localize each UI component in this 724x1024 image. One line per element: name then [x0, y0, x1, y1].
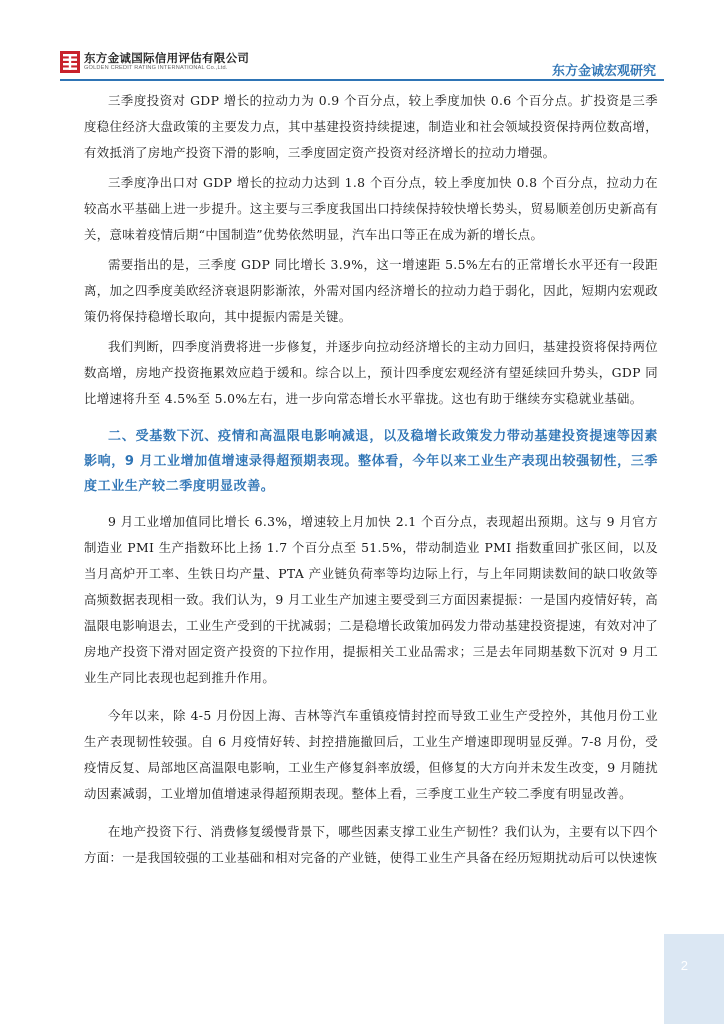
paragraph-industry-resilience: 今年以来，除 4-5 月份因上海、吉林等汽车重镇疫情封控而导致工业生产受控外，其他月份工业生产表现韧性较强。自 6 月疫情好转、封控措施撤回后，工业生产增速即现明显反弹。7-8 月份，受疫情反复、局部地区高温限电影响，工业生产修复斜率放缓，但修复的大方向并未发生改变，9 月随扰动因素减弱，工业增加值增速录得超预期表现。整体上看，三季度工业生产较二季度有明显改善。: [84, 708, 658, 801]
logo-mark-icon: [60, 51, 80, 73]
page-number: 2: [680, 958, 688, 973]
paragraph-q4-outlook: 我们判断，四季度消费将进一步修复，并逐步向拉动经济增长的主动力回归，基建投资将保持两位数高增，房地产投资拖累效应趋于缓和。综合以上，预计四季度宏观经济有望延续回升势头，GDP 同比增速将升至 4.5%至 5.0%左右，进一步向常态增长水平靠拢。这也有助于继续夯实稳就业基础。: [84, 339, 658, 406]
logo-company-name-en: GOLDEN CREDIT RATING INTERNATIONAL Co.,Ltd.: [84, 65, 228, 71]
paragraph-investment: 三季度投资对 GDP 增长的拉动力为 0.9 个百分点，较上季度加快 0.6 个百分点。扩投资是三季度稳住经济大盘政策的主要发力点，其中基建投资持续提速，制造业和社会领域投资保持两位数高增，有效抵消了房地产投资下滑的影响，三季度固定资产投资对经济增长的拉动力增强。: [84, 93, 658, 160]
paragraph-gdp-growth: 需要指出的是，三季度 GDP 同比增长 3.9%，这一增速距 5.5%左右的正常增长水平还有一段距离，加之四季度美欧经济衰退阴影渐浓，外需对国内经济增长的拉动力趋于弱化，因此，短期内宏观政策仍将保持稳增长取向，其中提振内需是关键。: [84, 257, 658, 324]
paragraph-industrial-output: 9 月工业增加值同比增长 6.3%，增速较上月加快 2.1 个百分点，表现超出预期。这与 9 月官方制造业 PMI 生产指数环比上扬 1.7 个百分点至 51.5%，带动制造业 PMI 指数重回扩张区间，以及当月高炉开工率、生铁日均产量、PTA 产业链负荷率等均边际上行，与上年同期读数间的缺口收敛等高频数据表现相一致。我们认为，9 月工业生产加速主要受到三方面因素提振：一是国内疫情好转，高温限电影响退去，工业生产受到的干扰减弱；二是稳增长政策加码发力带动基建投资提速，有效对冲了房地产投资下滑对固定资产投资的下拉作用，提振相关工业品需求；三是去年同期基数下沉对 9 月工业生产同比表现也起到推升作用。: [84, 514, 658, 685]
page-header: [60, 50, 664, 80]
paragraph-net-exports: 三季度净出口对 GDP 增长的拉动力达到 1.8 个百分点，较上季度加快 0.8 个百分点，拉动力在较高水平基础上进一步提升。这主要与三季度我国出口持续保持较快增长势头，贸易顺差创历史新高有关，意味着疫情后期“中国制造”优势依然明显，汽车出口等正在成为新的增长点。: [84, 175, 658, 242]
section-heading: 二、受基数下沉、疫情和高温限电影响减退，以及稳增长政策发力带动基建投资提速等因素影响，9 月工业增加值增速录得超预期表现。整体看，今年以来工业生产表现出较强韧性，三季度工业生产较二季度明显改善。: [84, 429, 658, 494]
paragraph-supporting-factors: 在地产投资下行、消费修复缓慢背景下，哪些因素支撑工业生产韧性？我们认为，主要有以下四个方面：一是我国较强的工业基础和相对完备的产业链，使得工业生产具备在经历短期扰动后可以快速恢: [84, 824, 658, 865]
page-corner-bar: [664, 934, 724, 1024]
company-logo: [60, 50, 300, 76]
brand-title: 东方金诚宏观研究: [551, 64, 656, 79]
document-body: [84, 88, 658, 871]
header-divider: [60, 79, 664, 81]
logo-company-name: 东方金诚国际信用评估有限公司: [84, 51, 250, 65]
